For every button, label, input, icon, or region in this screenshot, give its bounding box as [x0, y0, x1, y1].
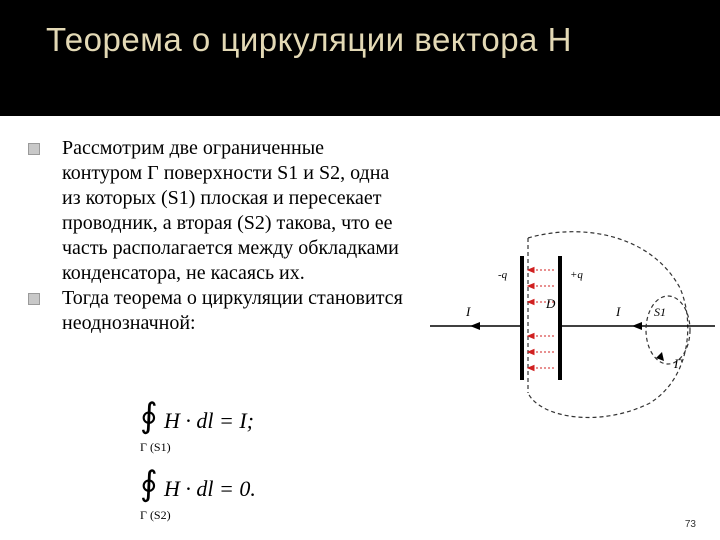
label-plus-q: +q	[570, 269, 583, 281]
label-s1: S1	[654, 305, 666, 319]
label-current-left: I	[466, 304, 471, 319]
formula-2	[140, 468, 300, 528]
bullet-text-1: Рассмотрим две ограниченные контуром Γ поверхности S1 и S2, одна из которых (S1) плоская и пересекает проводник, а вторая (S2) такова, что ее часть располагается между обкладками конденсатора, не касаясь их.	[62, 137, 399, 284]
formula-2-expression: H · dl = 0.	[164, 476, 256, 501]
formula-2-subscript: Γ (S2)	[140, 508, 171, 522]
capacitor-plate-positive	[558, 256, 562, 380]
displacement-field-arrows	[528, 268, 555, 371]
label-d: D	[546, 296, 556, 311]
label-minus-q: -q	[498, 269, 508, 281]
current-arrow-right-icon	[632, 322, 642, 330]
contour-integral-icon: ∮	[140, 466, 158, 503]
formula-1-expression: H · dl = I;	[164, 408, 254, 433]
slide-header	[0, 0, 720, 116]
page-number: 73	[684, 519, 696, 530]
formula-1-subscript: Γ (S1)	[140, 440, 171, 454]
bullet-item-1	[28, 136, 408, 286]
label-gamma: Γ	[674, 356, 682, 371]
bullet-marker-icon	[28, 143, 40, 155]
surface-s2-contour	[528, 232, 688, 418]
current-arrow-left-icon	[470, 322, 480, 330]
capacitor-plate-negative	[520, 256, 524, 380]
contour-gamma-s1	[646, 296, 690, 364]
bullet-text-2: Тогда теорема о циркуляции становится неоднозначной:	[62, 287, 403, 334]
label-current-right: I	[616, 304, 621, 319]
bullet-marker-icon	[28, 293, 40, 305]
bullet-list	[28, 136, 408, 336]
bullet-item-2	[28, 286, 408, 336]
slide-title: Теорема о циркуляции вектора Н	[46, 21, 572, 58]
contour-integral-icon: ∮	[140, 398, 158, 435]
capacitor-diagram	[420, 228, 720, 428]
formula-1	[140, 400, 300, 460]
